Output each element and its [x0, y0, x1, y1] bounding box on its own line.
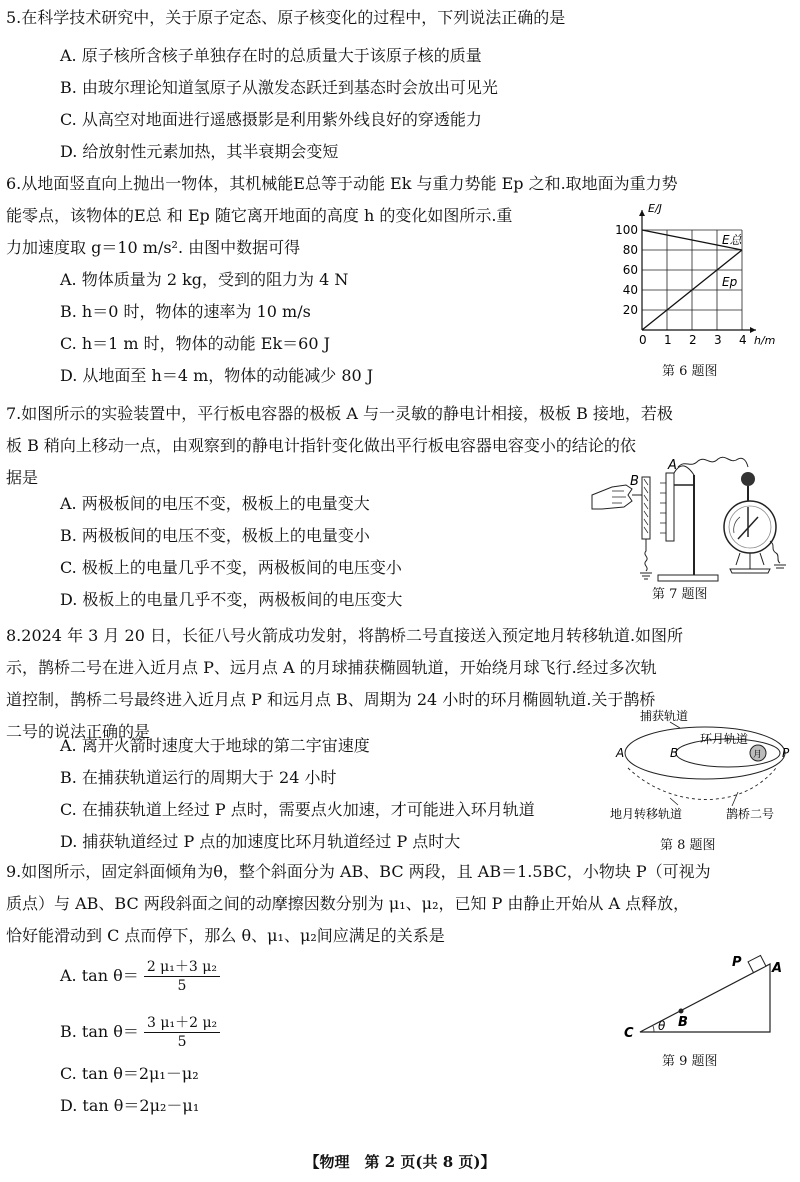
label-theta: θ	[658, 1019, 666, 1033]
question-9-stem-line-2: 质点）与 AB、BC 两段斜面之间的动摩擦因数分别为 μ₁、μ₂，已知 P 由静止开始从 A 点释放，	[6, 894, 690, 913]
point-b	[679, 1009, 684, 1014]
x-tick-label: 4	[739, 333, 747, 347]
question-8-option-b: B. 在捕获轨道运行的周期大于 24 小时	[60, 768, 337, 787]
question-5-stem: 5.在科学技术研究中，关于原子定态、原子核变化的过程中，下列说法正确的是	[6, 8, 566, 27]
question-6-stem-line-3: 力加速度取 g＝10 m/s². 由图中数据可得	[6, 238, 301, 257]
plate-a-stand	[658, 466, 718, 581]
series-label: E总	[722, 233, 742, 247]
label-b: B	[678, 1015, 688, 1030]
label-probe: 鹊桥二号	[726, 807, 775, 821]
y-tick-label: 100	[615, 223, 638, 237]
electrometer	[724, 472, 786, 573]
question-7-option-a: A. 两极板间的电压不变，极板上的电量变大	[60, 494, 370, 513]
y-tick-label: 40	[622, 283, 638, 297]
y-axis-label: E/J	[648, 202, 662, 215]
label-plate-b: B	[630, 474, 639, 489]
question-6-stem-line-2: 能零点，该物体的E总 和 Ep 随它离开地面的高度 h 的变化如图所示.重	[6, 206, 513, 225]
incline-figure	[620, 950, 790, 1040]
question-9-option-b: B. tan θ＝ $\frac{\text{3 μ₁＋2 μ₂}}{5}$	[60, 1014, 220, 1051]
label-plate-a: A	[668, 458, 677, 473]
label-lunar-orbit: 环月轨道	[700, 732, 749, 746]
label-p: P	[732, 955, 742, 970]
question-7-option-c: C. 极板上的电量几乎不变，两极板间的电压变小	[60, 558, 402, 577]
question-7-option-d: D. 极板上的电量几乎不变，两极板间的电压变大	[60, 590, 403, 609]
question-7-stem-line-2: 板 B 稍向上移动一点，由观察到的静电计指针变化做出平行板电容器电容变小的结论的依	[6, 436, 636, 455]
connecting-wire	[678, 457, 748, 467]
question-5-option-d: D. 给放射性元素加热，其半衰期会变短	[60, 142, 339, 161]
question-7-option-b: B. 两极板间的电压不变，极板上的电量变小	[60, 526, 370, 545]
question-7-stem-line-3: 据是	[6, 468, 39, 487]
plate-b	[640, 477, 652, 579]
question-6-option-c: C. h＝1 m 时，物体的动能 Ek＝60 J	[60, 334, 330, 353]
question-6-option-d: D. 从地面至 h＝4 m，物体的动能减少 80 J	[60, 366, 374, 385]
energy-height-chart	[615, 200, 790, 350]
question-6-option-b: B. h＝0 时，物体的速率为 10 m/s	[60, 302, 311, 321]
question-9-stem-line-1: 9.如图所示，固定斜面倾角为θ，整个斜面分为 AB、BC 两段，且 AB＝1.5BC，小物块 P（可视为	[6, 862, 711, 881]
option-b-fraction: $\frac{\text{3 μ₁＋2 μ₂}}{5}$	[144, 1014, 220, 1051]
question-5-option-b: B. 由玻尔理论知道氢原子从激发态跃迁到基态时会放出可见光	[60, 78, 498, 97]
x-tick-label: 2	[689, 333, 697, 347]
question-7-stem-line-1: 7.如图所示的实验装置中，平行板电容器的极板 A 与一灵敏的静电计相接，极板 B 接地，若极	[6, 404, 673, 423]
label-moon: 月	[753, 750, 763, 760]
label-point-b: B	[670, 746, 679, 760]
label-point-a: A	[616, 746, 625, 760]
question-9-option-c: C. tan θ＝2μ₁－μ₂	[60, 1064, 199, 1083]
capacitor-electrometer-figure	[590, 455, 790, 585]
question-6-option-a: A. 物体质量为 2 kg，受到的阻力为 4 N	[60, 270, 349, 289]
x-tick-label: 3	[714, 333, 722, 347]
label-a: A	[772, 961, 783, 976]
series-label: Ep	[722, 275, 738, 289]
question-9-caption: 第 9 题图	[662, 1054, 718, 1069]
y-tick-label: 80	[622, 243, 638, 257]
label-transfer-orbit: 地月转移轨道	[610, 807, 683, 821]
question-6-stem-line-1: 6.从地面竖直向上抛出一物体，其机械能E总等于动能 Ek 与重力势能 Ep 之和.取地面为重力势	[6, 174, 678, 193]
question-5-option-c: C. 从高空对地面进行遥感摄影是利用紫外线良好的穿透能力	[60, 110, 482, 129]
question-5-option-a: A. 原子核所含核子单独存在时的总质量大于该原子核的质量	[60, 46, 482, 65]
question-7-caption: 第 7 题图	[652, 587, 708, 602]
y-axis-arrow	[639, 210, 645, 216]
question-9-option-d: D. tan θ＝2μ₂－μ₁	[60, 1096, 200, 1115]
question-9-stem-line-3: 恰好能滑动到 C 点而停下，那么 θ、μ₁、μ₂间应满足的关系是	[6, 926, 445, 945]
question-8-stem-line-2: 示，鹊桥二号在进入近月点 P、远月点 A 的月球捕获椭圆轨道，开始绕月球飞行.经过多次轨	[6, 658, 657, 677]
lunar-orbit-figure	[610, 708, 795, 828]
label-capture-orbit: 捕获轨道	[640, 709, 689, 723]
question-8-stem-line-4: 二号的说法正确的是	[6, 722, 151, 741]
question-9-option-a: A. tan θ＝ $\frac{\text{2 μ₁＋3 μ₂}}{5}$	[60, 958, 220, 995]
option-a-fraction: $\frac{\text{2 μ₁＋3 μ₂}}{5}$	[144, 958, 220, 995]
y-tick-label: 20	[622, 303, 638, 317]
transfer-orbit	[628, 768, 776, 800]
page-footer: 【物理 第 2 页(共 8 页)】	[304, 1153, 496, 1171]
question-8-caption: 第 8 题图	[660, 838, 716, 853]
x-tick-label: 1	[664, 333, 672, 347]
question-8-stem-line-1: 8.2024 年 3 月 20 日，长征八号火箭成功发射，将鹊桥二号直接送入预定地月转移轨道.如图所	[6, 626, 684, 645]
question-8-option-d: D. 捕获轨道经过 P 点的加速度比环月轨道经过 P 点时大	[60, 832, 461, 851]
label-point-p: P	[782, 746, 790, 760]
question-8-stem-line-3: 道控制，鹊桥二号最终进入近月点 P 和远月点 B、周期为 24 小时的环月椭圆轨道.关于鹊桥	[6, 690, 656, 709]
label-c: C	[624, 1026, 634, 1041]
question-8-option-a: A. 离开火箭时速度大于地球的第二宇宙速度	[60, 736, 370, 755]
block-p	[748, 955, 766, 972]
question-6-caption: 第 6 题图	[662, 364, 718, 379]
x-axis-label: h/m	[754, 334, 776, 347]
x-axis-arrow	[750, 327, 756, 333]
question-8-option-c: C. 在捕获轨道上经过 P 点时，需要点火加速，才可能进入环月轨道	[60, 800, 535, 819]
x-tick-label: 0	[639, 333, 647, 347]
y-tick-label: 60	[622, 263, 638, 277]
